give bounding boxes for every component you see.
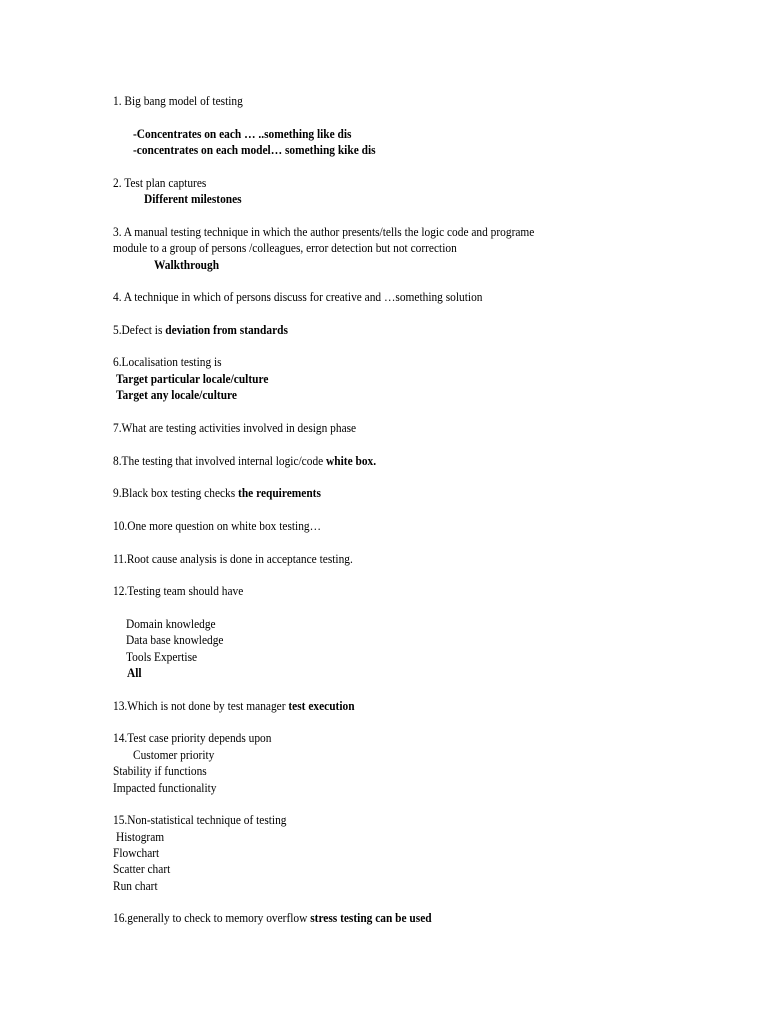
q9-text: 9.Black box testing checks [113,486,239,500]
q11-text: 11.Root cause analysis is done in acceptance testing. [113,552,353,566]
q8-answer: white box. [326,454,377,468]
q13-answer: test execution [288,699,355,713]
q6-option-2: Target any locale/culture [116,388,237,402]
q13-text: 13.Which is not done by test manager [113,699,289,713]
q3-text-line-2: module to a group of persons /colleagues, error detection but not correction [113,241,457,255]
q9-line [113,486,321,501]
q1-text: 1. Big bang model of testing [113,94,243,108]
q4-text: 4. A technique in which of persons discuss for creative and …something solution [113,290,483,304]
q15-text: 15.Non-statistical technique of testing [113,813,287,827]
q15-option-1: Histogram [116,830,165,844]
q1-option-1: -Concentrates on each … ..something like dis [133,127,352,141]
q8-line [113,454,376,469]
q7-text: 7.What are testing activities involved in design phase [113,421,357,435]
q1-option-2: -concentrates on each model… something kike dis [133,143,376,157]
q12-answer: All [127,666,142,680]
q10-text: 10.One more question on white box testing… [113,519,322,533]
q12-option-1: Domain knowledge [126,617,216,631]
q15-option-3: Scatter chart [113,862,171,876]
q9-answer: the requirements [238,486,321,500]
q3-text-line-1: 3. A manual testing technique in which the author presents/tells the logic code and programe [113,225,535,239]
q6-option-1: Target particular locale/culture [116,372,269,386]
q14-option-1: Customer priority [133,748,215,762]
q8-text: 8.The testing that involved internal logic/code [113,454,327,468]
q3-answer: Walkthrough [154,258,220,272]
q5-line [113,323,288,338]
q6-text: 6.Localisation testing is [113,355,222,369]
q14-option-2: Stability if functions [113,764,207,778]
q12-option-3: Tools Expertise [126,650,198,664]
q13-line [113,699,355,714]
q12-option-2: Data base knowledge [126,633,224,647]
q15-option-4: Run chart [113,879,158,893]
q2-answer: Different milestones [144,192,242,206]
q15-option-2: Flowchart [113,846,160,860]
q16-text: 16.generally to check to memory overflow [113,911,311,925]
q16-answer: stress testing can be used [310,911,432,925]
q14-text: 14.Test case priority depends upon [113,731,272,745]
q5-answer: deviation from standards [165,323,288,337]
q5-text: 5.Defect is [113,323,166,337]
q16-line [113,911,432,926]
q2-text: 2. Test plan captures [113,176,207,190]
q14-option-3: Impacted functionality [113,781,217,795]
q12-text: 12.Testing team should have [113,584,244,598]
